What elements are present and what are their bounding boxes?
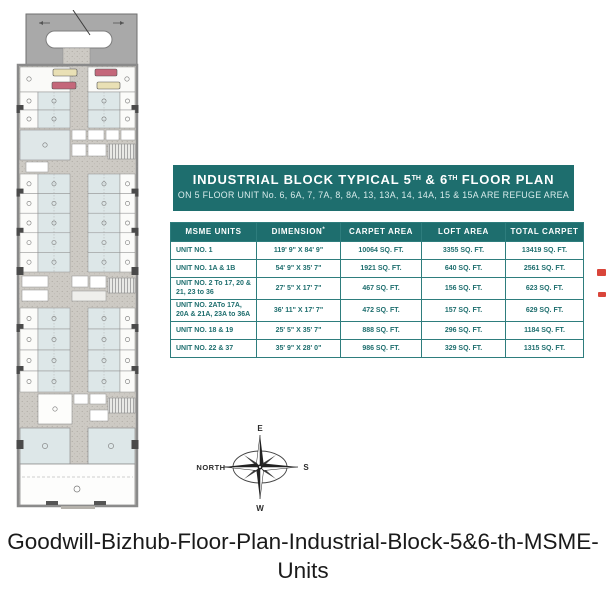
msme-units-table [170,222,584,358]
compass-spike-right [260,467,298,471]
unit-cell [20,194,38,214]
ramp-block [26,10,137,65]
cell-carpet: 986 SQ. FT. [341,339,422,357]
unit-cell [120,110,135,128]
table-row [171,278,584,300]
staircase [108,144,135,159]
core3-room-small [74,394,88,404]
caption-line-2: Units [277,558,329,583]
cell-loft: 296 SQ. FT. [422,321,506,339]
unit-cell [120,329,135,350]
caption-line-1: Goodwill-Bizhub-Floor-Plan-Industrial-Block-5&6-th-MSME- [7,529,599,554]
entrance-mark [46,501,58,505]
cell-unit: UNIT NO. 22 & 37 [171,339,257,357]
cell-dimension: 25' 5" X 35' 7" [257,321,341,339]
compass-center-dot [259,466,261,468]
plan-title-banner [173,165,574,211]
ramp-loop [46,31,112,48]
unit-cell [20,233,38,253]
compass-label-north: NORTH [196,463,226,472]
core2-room-small [22,276,48,287]
table-row [171,260,584,278]
compass-label-w: W [256,504,264,513]
car-cream-2 [97,82,120,89]
column-header-loft: LOFT AREA [422,223,506,242]
cell-carpet: 467 SQ. FT. [341,278,422,300]
floor-plan [16,10,148,512]
unit-cell [20,329,38,350]
cell-unit: UNIT NO. 1A & 1B [171,260,257,278]
core3-room-small [90,394,106,404]
cell-total: 1184 SQ. FT. [506,321,584,339]
lift [72,144,86,156]
cell-unit: UNIT NO. 1 [171,242,257,260]
core3-room [38,394,72,424]
compass-spike-left [224,467,260,471]
compass-spike-left [224,464,260,468]
core1-room-small [106,130,119,140]
cell-loft: 640 SQ. FT. [422,260,506,278]
compass-label-e: E [257,424,263,433]
main-hall [20,464,135,509]
wall-niche [17,267,24,275]
floor-plan-drawing [16,10,148,512]
cell-dimension: 36' 11" X 17' 7" [257,299,341,321]
unit-cell [120,371,135,392]
cell-dimension: 119' 9" X 84' 9" [257,242,341,260]
table-row [171,242,584,260]
core2-room-small [72,291,106,301]
core1-room-small [72,130,86,140]
compass-spike-right [260,464,298,468]
core1-room [20,130,70,160]
lift [90,410,108,421]
compass-label-s: S [303,463,309,472]
unit-cell [120,194,135,214]
cell-total: 629 SQ. FT. [506,299,584,321]
cell-dimension: 54' 9" X 35' 7" [257,260,341,278]
ramp-connector [63,48,90,65]
column-header-dimension: DIMENSION* [257,223,341,242]
banner-subtitle: ON 5 FLOOR UNIT No. 6, 6A, 7, 7A, 8, 8A, 13, 13A, 14, 14A, 15 & 15A ARE REFUGE AREA [177,190,570,200]
cell-carpet: 1921 SQ. FT. [341,260,422,278]
large-unit-right [88,428,135,464]
column-header-carpet: CARPET AREA [341,223,422,242]
core1-room-small [121,130,135,140]
lobby [90,276,106,288]
car-red-2 [52,82,76,89]
wall-niche [132,267,139,275]
cell-dimension: 27' 5" X 17' 7" [257,278,341,300]
red-edge-mark [597,269,606,276]
hall-room [20,464,135,505]
core2-room-small [22,290,48,301]
red-edge-mark [598,292,606,297]
cell-carpet: 888 SQ. FT. [341,321,422,339]
cell-carpet: 472 SQ. FT. [341,299,422,321]
compass-rose [194,420,326,514]
lift [72,276,88,287]
cell-unit: UNIT NO. 2 To 17, 20 & 21, 23 to 36 [171,278,257,300]
cell-unit: UNIT NO. 2ATo 17A, 20A & 21A, 23A to 36A [171,299,257,321]
column-header-units: MSME UNITS [171,223,257,242]
cell-total: 1315 SQ. FT. [506,339,584,357]
cell-loft: 3355 SQ. FT. [422,242,506,260]
staircase [108,398,135,413]
cell-total: 2561 SQ. FT. [506,260,584,278]
table-row [171,299,584,321]
core1-room-small [88,130,104,140]
wall-niche [17,440,24,449]
cell-loft: 156 SQ. FT. [422,278,506,300]
column-header-total: TOTAL CARPET [506,223,584,242]
cell-unit: UNIT NO. 18 & 19 [171,321,257,339]
unit-cell [20,371,38,392]
banner-title: INDUSTRIAL BLOCK TYPICAL 5TH & 6TH FLOOR PLAN [192,172,555,187]
cell-loft: 329 SQ. FT. [422,339,506,357]
table-row [171,339,584,357]
road-label-strip [61,506,95,509]
unit-cell [120,233,135,253]
image-caption [0,527,606,585]
entrance-mark [94,501,106,505]
cell-dimension: 35' 9" X 28' 0" [257,339,341,357]
cell-total: 623 SQ. FT. [506,278,584,300]
cell-loft: 157 SQ. FT. [422,299,506,321]
staircase [108,278,135,293]
cell-total: 13419 SQ. FT. [506,242,584,260]
large-unit-left [20,428,70,464]
unit-cell [20,110,38,128]
wall-niche [132,440,139,449]
lobby [88,144,106,156]
cell-carpet: 10064 SQ. FT. [341,242,422,260]
table-header-row [171,223,584,242]
table-row [171,321,584,339]
car-cream-1 [53,69,77,76]
core1-room-small [26,162,48,172]
car-red-1 [95,69,117,76]
